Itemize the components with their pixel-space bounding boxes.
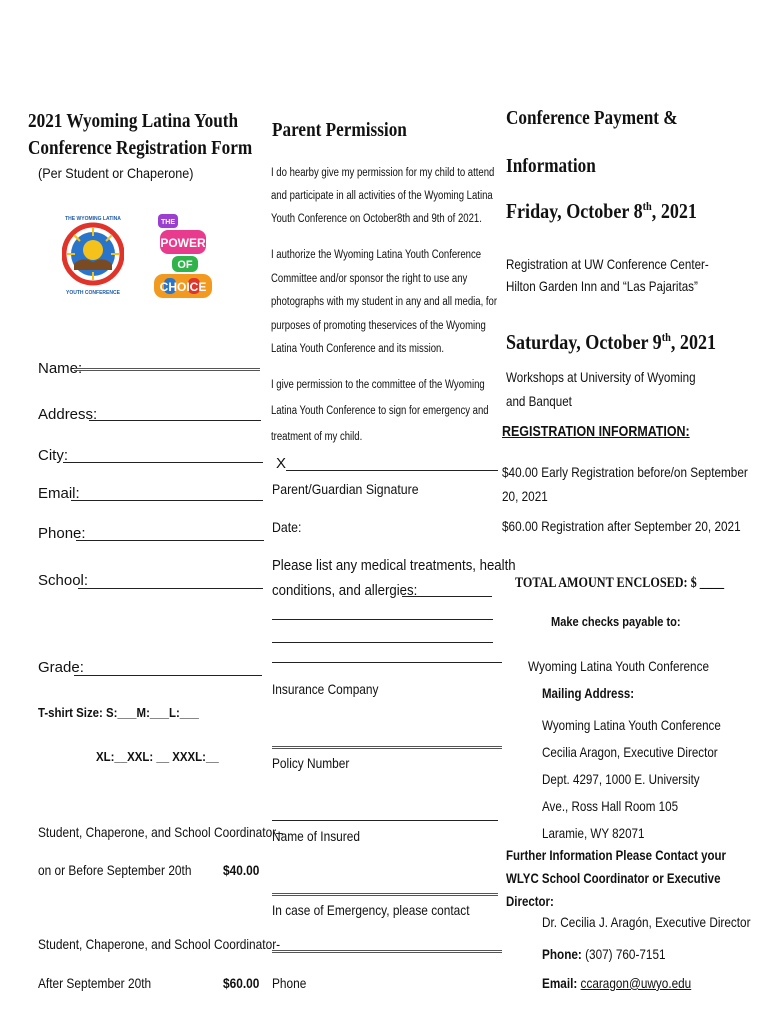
grade-label: Grade:	[38, 659, 84, 676]
svg-text:THE WYOMING LATINA: THE WYOMING LATINA	[65, 216, 121, 222]
saturday-date-suffix: th	[661, 330, 671, 344]
svg-text:POWER: POWER	[160, 236, 206, 250]
friday-date-suffix: th	[642, 199, 652, 213]
phone-field[interactable]	[76, 540, 264, 541]
wlyc-logo	[62, 206, 124, 302]
school-label: School:	[38, 572, 89, 589]
address-field[interactable]	[89, 420, 261, 421]
friday-date-main: Friday, October 8	[506, 199, 643, 223]
friday-date-year: , 2021	[651, 199, 697, 223]
name-label: Name:	[38, 360, 83, 377]
address-line1: Wyoming Latina Youth Conference	[542, 717, 721, 733]
insured-label: Name of Insured	[272, 828, 360, 844]
emergency-label: In case of Emergency, please contact	[272, 902, 470, 918]
permission-para-3-line1: I give permission to the committee of the Wyoming	[271, 379, 485, 391]
address-line3: Dept. 4297, 1000 E. University	[542, 771, 700, 787]
medical-field-4[interactable]	[272, 662, 502, 663]
school-field[interactable]	[78, 588, 263, 589]
saturday-details-line1: Workshops at University of Wyoming	[506, 369, 696, 385]
permission-para-1-line1: I do hearby give my permission for my child to attend	[271, 167, 495, 179]
permission-para-1-line2: and participate in all activities of the Wyoming Latina	[271, 190, 493, 202]
permission-para-3	[271, 372, 489, 450]
city-field[interactable]	[63, 462, 263, 463]
medical-field-2[interactable]	[272, 619, 493, 620]
permission-para-1-line3: Youth Conference on October8th and 9th of 2021.	[271, 213, 482, 225]
permission-para-3-line2: Latina Youth Conference to sign for emergency and	[271, 405, 489, 417]
emergency-field[interactable]	[272, 950, 502, 953]
svg-text:THE: THE	[161, 219, 175, 226]
permission-para-2-line2: Committee and/or sponsor the right to use any	[271, 272, 468, 285]
early-registration	[502, 460, 748, 508]
total-amount[interactable]: TOTAL AMOUNT ENCLOSED: $ ____	[515, 575, 725, 591]
city-label: City:	[38, 447, 68, 464]
friday-details-line1: Registration at UW Conference Center-	[506, 256, 709, 272]
tshirt-sizes-line1[interactable]: T-shirt Size: S:___M:___L:___	[38, 705, 199, 720]
early-registration-line2: 20, 2021	[502, 488, 548, 504]
permission-para-2-line4: purposes of promoting theservices of the Wyoming	[271, 319, 486, 332]
address-line4: Ave., Ross Hall Room 105	[542, 798, 679, 814]
payee-org: Wyoming Latina Youth Conference	[528, 658, 709, 674]
address-line2: Cecilia Aragon, Executive Director	[542, 744, 718, 760]
email-label: Email:	[38, 485, 80, 502]
power-of-choice-logo	[150, 210, 216, 305]
medical-field-1[interactable]	[402, 596, 492, 597]
further-info-line1: Further Information Please Contact your	[506, 848, 726, 863]
fee-early-deadline: on or Before September 20th	[38, 862, 192, 878]
contact-phone-value: (307) 760-7151	[585, 946, 666, 962]
insured-field[interactable]	[272, 893, 498, 896]
contact-email-label: Email:	[542, 975, 578, 991]
friday-details-line2: Hilton Garden Inn and “Las Pajaritas”	[506, 278, 698, 294]
fee-late-amount: $60.00	[223, 975, 260, 991]
registration-heading: REGISTRATION INFORMATION:	[502, 423, 690, 440]
form-subtitle: (Per Student or Chaperone)	[38, 165, 194, 181]
tshirt-sizes-line2[interactable]: XL:__XXL: __ XXXL:__	[96, 749, 219, 764]
permission-para-2-line5: Latina Youth Conference and its mission.	[271, 343, 444, 355]
svg-text:YOUTH CONFERENCE: YOUTH CONFERENCE	[66, 290, 120, 296]
saturday-details	[506, 365, 696, 413]
contact-email	[542, 975, 691, 991]
contact-phone-label: Phone:	[542, 946, 582, 962]
contact-phone	[542, 946, 666, 962]
permission-para-2-line3: photographs with my student in any and all media, for	[271, 296, 498, 308]
permission-para-2	[271, 244, 497, 362]
saturday-date-main: Saturday, October 9	[506, 330, 662, 354]
date-label: Date:	[272, 519, 302, 535]
saturday-details-line2: and Banquet	[506, 393, 572, 409]
emergency-phone-label: Phone	[272, 975, 307, 991]
policy-label: Policy Number	[272, 755, 350, 771]
fee-early-amount: $40.00	[223, 862, 260, 878]
insurance-label: Insurance Company	[272, 681, 379, 697]
payment-heading-line2: Information	[506, 155, 596, 177]
address-label: Address:	[38, 406, 98, 423]
form-title-line2: Conference Registration Form	[28, 137, 253, 159]
fee-late-desc: Student, Chaperone, and School Coordinator-	[38, 936, 281, 952]
payable-to: Make checks payable to:	[551, 614, 681, 629]
parent-permission-heading: Parent Permission	[272, 119, 407, 141]
contact-email-link[interactable]: ccaragon@uwyo.edu	[580, 975, 692, 991]
further-info	[506, 844, 726, 913]
further-info-line3: Director:	[506, 894, 554, 909]
form-title	[28, 108, 252, 162]
phone-label: Phone:	[38, 525, 86, 542]
policy-field[interactable]	[272, 820, 498, 821]
signature-label: Parent/Guardian Signature	[272, 481, 419, 497]
address-line5: Laramie, WY 82071	[542, 825, 645, 841]
payment-heading-line1: Conference Payment &	[506, 107, 678, 129]
email-field[interactable]	[71, 500, 263, 501]
director-name: Dr. Cecilia J. Aragón, Executive Director	[542, 914, 751, 930]
signature-field[interactable]	[286, 470, 498, 471]
form-title-line1: 2021 Wyoming Latina Youth	[28, 110, 239, 132]
saturday-date-year: , 2021	[670, 330, 717, 354]
fee-late-deadline: After September 20th	[38, 975, 152, 991]
permission-para-2-line1: I authorize the Wyoming Latina Youth Conference	[271, 249, 482, 261]
fee-early-desc: Student, Chaperone, and School Coordinator–	[38, 824, 283, 840]
signature-x: X	[276, 455, 287, 472]
medical-prompt-line1: Please list any medical treatments, health	[272, 557, 516, 574]
mailing-label: Mailing Address:	[542, 686, 635, 701]
permission-para-3-line3: treatment of my child.	[271, 431, 363, 443]
saturday-date	[506, 330, 716, 355]
friday-details	[506, 253, 709, 297]
insurance-field[interactable]	[272, 746, 502, 749]
mailing-address	[542, 712, 721, 847]
late-registration: $60.00 Registration after September 20, 2021	[502, 518, 741, 534]
svg-text:OF: OF	[177, 259, 193, 271]
permission-para-1	[271, 162, 494, 231]
name-field[interactable]	[74, 368, 260, 371]
medical-prompt-line2: conditions, and allergies:	[272, 582, 418, 599]
medical-field-3[interactable]	[272, 642, 493, 643]
further-info-line2: WLYC School Coordinator or Executive	[506, 871, 721, 886]
payment-heading	[506, 94, 678, 190]
early-registration-line1: $40.00 Early Registration before/on September	[502, 464, 748, 480]
grade-field[interactable]	[74, 675, 262, 676]
friday-date	[506, 199, 697, 224]
svg-text:CHOICE: CHOICE	[159, 280, 207, 294]
